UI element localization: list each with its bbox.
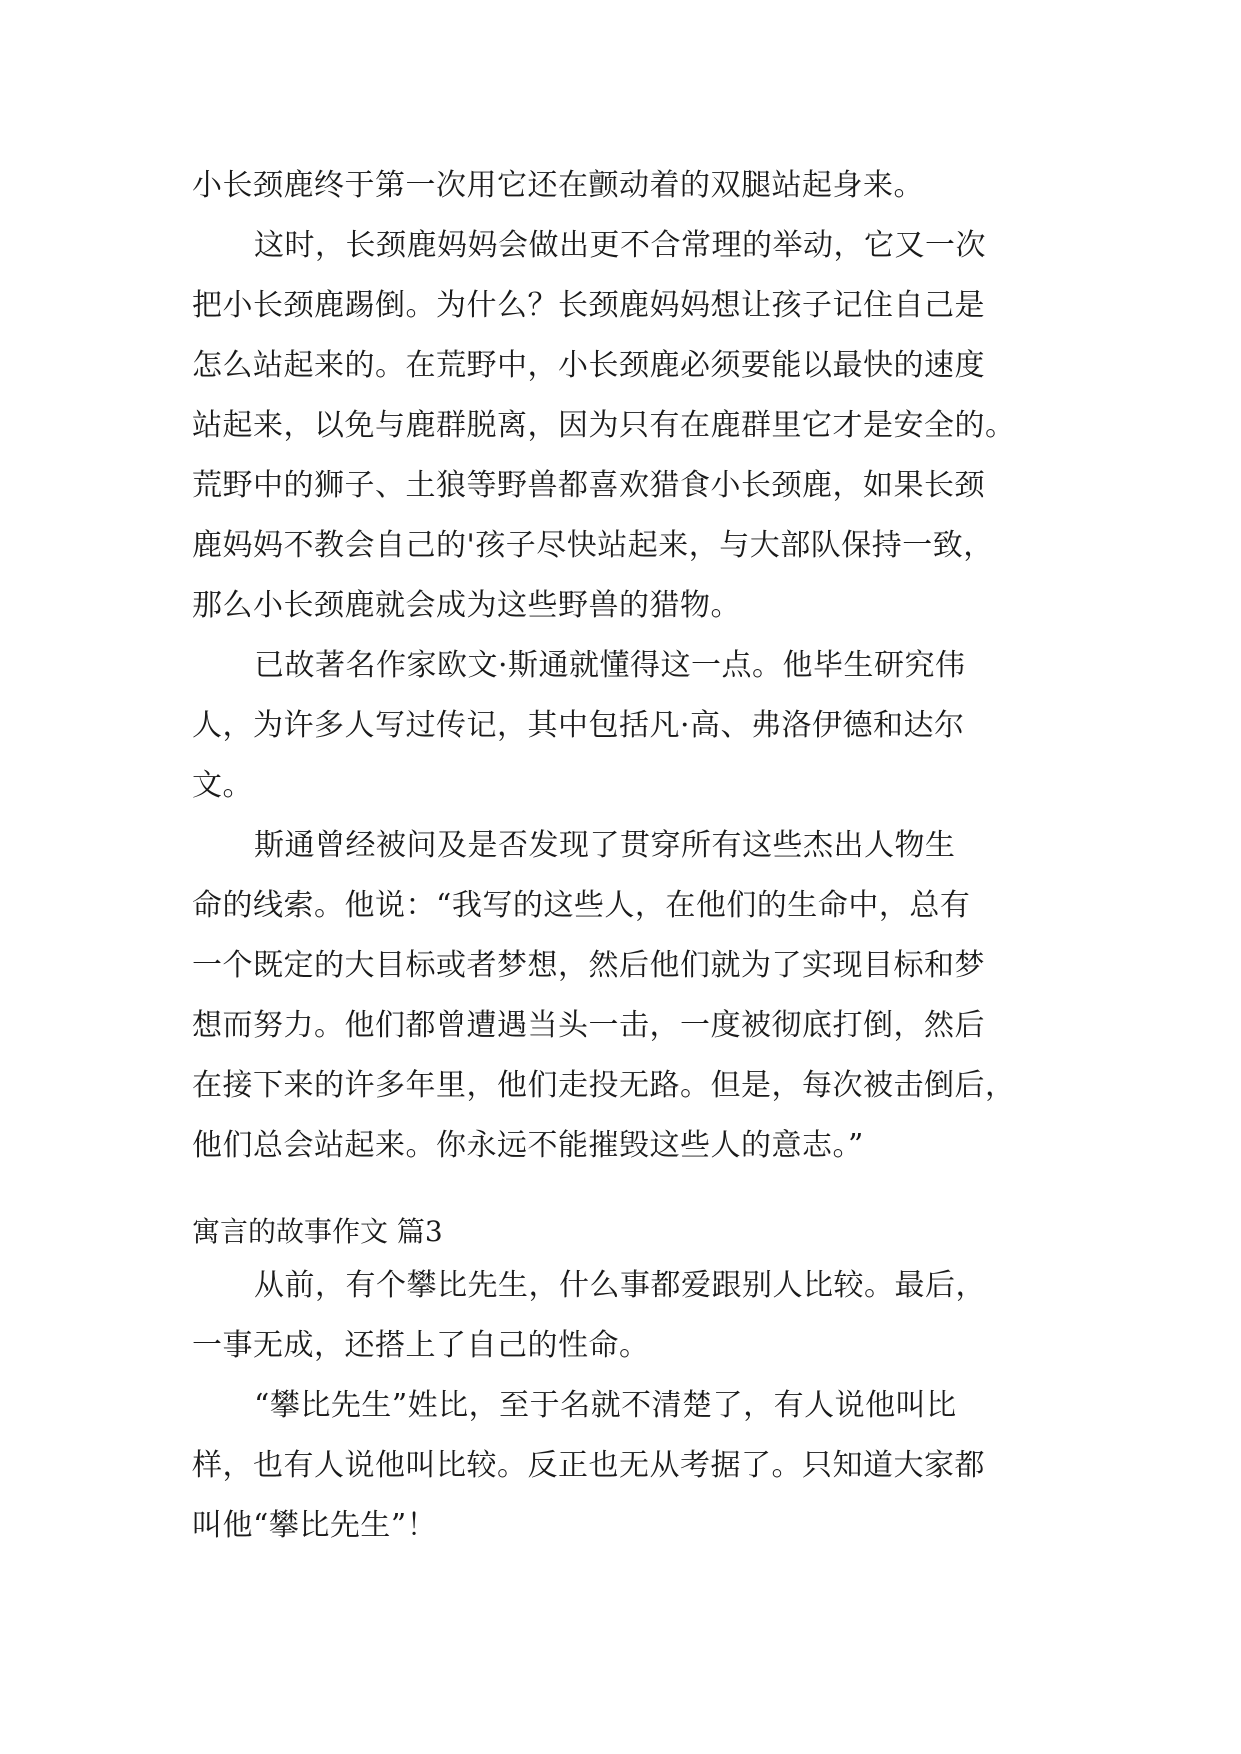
paragraph-line: 叫他“攀比先生”！ — [192, 1508, 438, 1543]
paragraph-line: 一事无成，还搭上了自己的性命。 — [192, 1328, 650, 1363]
paragraph-line: 把小长颈鹿踢倒。为什么？长颈鹿妈妈想让孩子记住自己是 — [192, 288, 985, 323]
paragraph-line: 鹿妈妈不教会自己的'孩子尽快站起来，与大部队保持一致， — [192, 528, 994, 563]
paragraph-line: 想而努力。他们都曾遭遇当头一击，一度被彻底打倒，然后 — [192, 1008, 985, 1043]
paragraph-line: 他们总会站起来。你永远不能摧毁这些人的意志。” — [192, 1128, 864, 1163]
paragraph-line: 怎么站起来的。在荒野中，小长颈鹿必须要能以最快的速度 — [192, 348, 985, 383]
paragraph-line: 样，也有人说他叫比较。反正也无从考据了。只知道大家都 — [192, 1448, 985, 1483]
paragraph-line: 从前，有个攀比先生，什么事都爱跟别人比较。最后， — [254, 1268, 986, 1303]
paragraph-line: 斯通曾经被问及是否发现了贯穿所有这些杰出人物生 — [254, 828, 956, 863]
paragraph-line: 在接下来的许多年里，他们走投无路。但是，每次被击倒后， — [192, 1068, 1016, 1103]
paragraph-line: 命的线索。他说：“我写的这些人，在他们的生命中，总有 — [192, 888, 971, 923]
paragraph-line: 荒野中的狮子、土狼等野兽都喜欢猎食小长颈鹿，如果长颈 — [192, 468, 985, 503]
paragraph-line: 人，为许多人写过传记，其中包括凡·高、弗洛伊德和达尔 — [192, 708, 965, 743]
paragraph-line: 文。 — [192, 768, 253, 803]
paragraph-line: 已故著名作家欧文·斯通就懂得这一点。他毕生研究伟 — [254, 648, 966, 683]
paragraph-line: 站起来，以免与鹿群脱离，因为只有在鹿群里它才是安全的。 — [192, 408, 1016, 443]
paragraph-line: 小长颈鹿终于第一次用它还在颤动着的双腿站起身来。 — [192, 168, 924, 203]
paragraph-line: “攀比先生”姓比，至于名就不清楚了，有人说他叫比 — [254, 1388, 957, 1423]
section-heading: 寓言的故事作文 篇3 — [192, 1215, 443, 1248]
paragraph-line: 这时，长颈鹿妈妈会做出更不合常理的举动，它又一次 — [254, 228, 986, 263]
paragraph-line: 一个既定的大目标或者梦想，然后他们就为了实现目标和梦 — [192, 948, 985, 983]
paragraph-line: 那么小长颈鹿就会成为这些野兽的猎物。 — [192, 588, 741, 623]
